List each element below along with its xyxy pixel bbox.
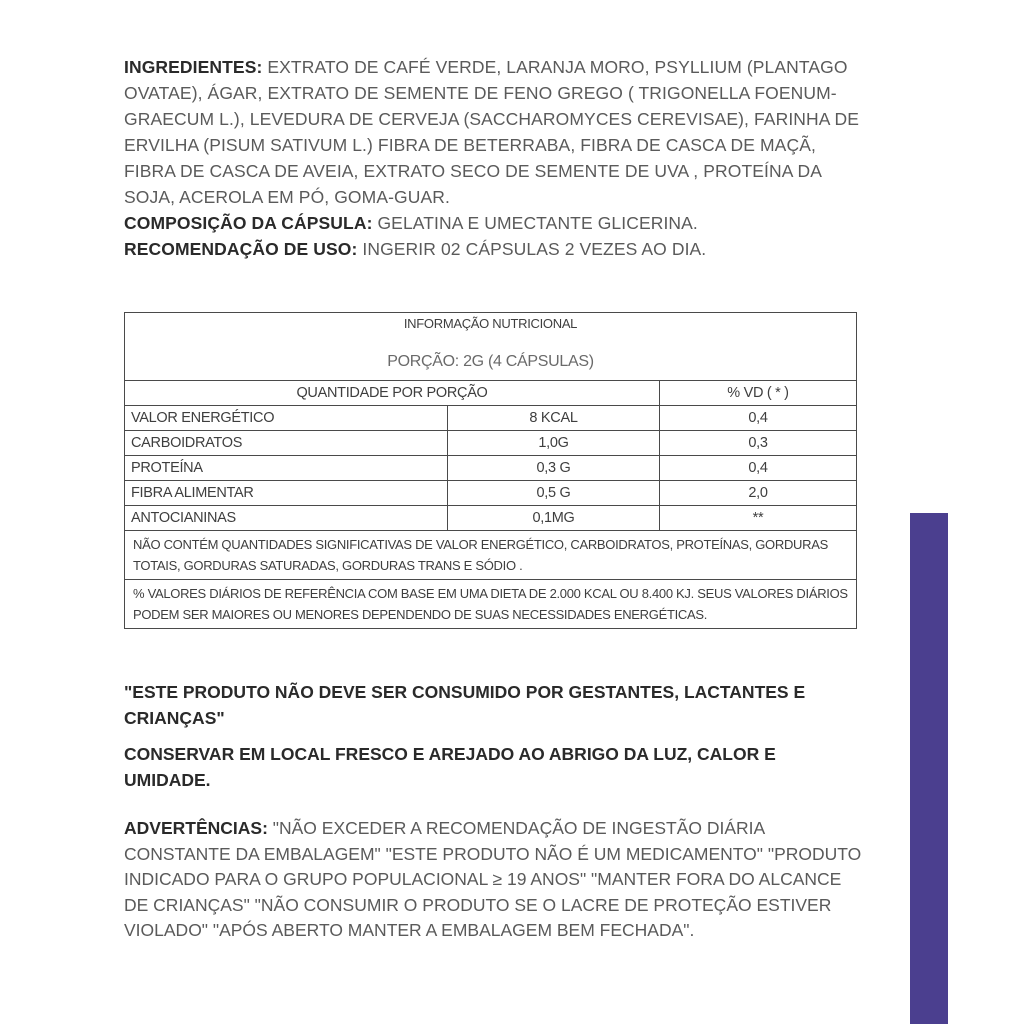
nutrient-amount: 8 KCAL xyxy=(448,406,660,431)
nutrient-name: PROTEÍNA xyxy=(125,456,448,481)
nutrient-amount: 1,0G xyxy=(448,431,660,456)
usage-label: RECOMENDAÇÃO DE USO: xyxy=(124,239,358,259)
table-row xyxy=(125,406,857,431)
nutrition-note-daily-values: % VALORES DIÁRIOS DE REFERÊNCIA COM BASE EM UMA DIETA DE 2.000 KCAL OU 8.400 KJ. SEUS VALORES DIÁRIOS PODEM SER MAIORES OU MENORES DEPENDENDO DE SUAS NECESSIDADES ENERGÉTICAS. xyxy=(125,580,857,629)
nutrient-vd: 2,0 xyxy=(660,481,857,506)
storage-instructions: CONSERVAR EM LOCAL FRESCO E AREJADO AO ABRIGO DA LUZ, CALOR E UMIDADE. xyxy=(124,744,776,790)
capsule-text: GELATINA E UMECTANTE GLICERINA. xyxy=(377,213,698,233)
table-row xyxy=(125,431,857,456)
column-header-quantity: QUANTIDADE POR PORÇÃO xyxy=(125,381,660,406)
nutrient-vd: 0,4 xyxy=(660,456,857,481)
column-header-vd: % VD ( * ) xyxy=(660,381,857,406)
ingredients-label: INGREDIENTES: xyxy=(124,57,263,77)
table-row xyxy=(125,456,857,481)
nutrient-amount: 0,5 G xyxy=(448,481,660,506)
nutrition-title: INFORMAÇÃO NUTRICIONAL xyxy=(403,316,578,331)
nutrient-name: CARBOIDRATOS xyxy=(125,431,448,456)
capsule-label: COMPOSIÇÃO DA CÁPSULA: xyxy=(124,213,373,233)
nutrient-vd: 0,3 xyxy=(660,431,857,456)
table-row xyxy=(125,481,857,506)
nutrition-note-insignificant: NÃO CONTÉM QUANTIDADES SIGNIFICATIVAS DE VALOR ENERGÉTICO, CARBOIDRATOS, PROTEÍNAS, GORDURAS TOTAIS, GORDURAS SATURADAS, GORDURAS TRANS E SÓDIO . xyxy=(125,531,857,580)
capsule-composition xyxy=(124,210,864,236)
nutrition-portion: PORÇÃO: 2G (4 CÁPSULAS) xyxy=(387,353,594,370)
nutrient-vd: ** xyxy=(660,506,857,531)
table-row xyxy=(125,506,857,531)
nutrition-header xyxy=(125,313,857,381)
usage-text: INGERIR 02 CÁPSULAS 2 VEZES AO DIA. xyxy=(362,239,707,259)
ingredients-text: EXTRATO DE CAFÉ VERDE, LARANJA MORO, PSYLLIUM (PLANTAGO OVATAE), ÁGAR, EXTRATO DE SEMENTE DE FENO GREGO ( TRIGONELLA FOENUM- GRAECUM L.), LEVEDURA DE CERVEJA (SACCHAROMYCES CEREVISAE), FARINHA DE ERVILHA (PISUM SATIVUM L.) FIBRA DE BETERRABA, FIBRA DE CASCA DE MAÇÃ, FIBRA DE CASCA DE AVEIA, EXTRATO SECO DE SEMENTE DE UVA , PROTEÍNA DA SOJA, ACEROLA EM PÓ, GOMA-GUAR. xyxy=(124,57,860,207)
nutrition-table xyxy=(124,312,857,629)
accent-side-bar xyxy=(910,513,948,1024)
label-text-block xyxy=(124,54,864,262)
warnings-paragraph xyxy=(124,816,864,944)
ingredients-paragraph xyxy=(124,54,864,210)
nutrient-vd: 0,4 xyxy=(660,406,857,431)
warnings-label: ADVERTÊNCIAS: xyxy=(124,818,268,838)
pregnancy-warning: "ESTE PRODUTO NÃO DEVE SER CONSUMIDO POR GESTANTES, LACTANTES E CRIANÇAS" xyxy=(124,682,806,728)
usage-recommendation xyxy=(124,236,864,262)
nutrient-name: VALOR ENERGÉTICO xyxy=(125,406,448,431)
nutrient-amount: 0,3 G xyxy=(448,456,660,481)
nutrient-amount: 0,1MG xyxy=(448,506,660,531)
nutrient-name: FIBRA ALIMENTAR xyxy=(125,481,448,506)
nutrient-name: ANTOCIANINAS xyxy=(125,506,448,531)
warnings-text: "NÃO EXCEDER A RECOMENDAÇÃO DE INGESTÃO DIÁRIA CONSTANTE DA EMBALAGEM" "ESTE PRODUTO NÃO É UM MEDICAMENTO" "PRODUTO INDICADO PARA O GRUPO POPULACIONAL ≥ 19 ANOS" "MANTER FORA DO ALCANCE DE CRIANÇAS" "NÃO CONSUMIR O PRODUTO SE O LACRE DE PROTEÇÃO ESTIVER VIOLADO" "APÓS ABERTO MANTER A EMBALAGEM BEM FECHADA". xyxy=(124,818,862,940)
